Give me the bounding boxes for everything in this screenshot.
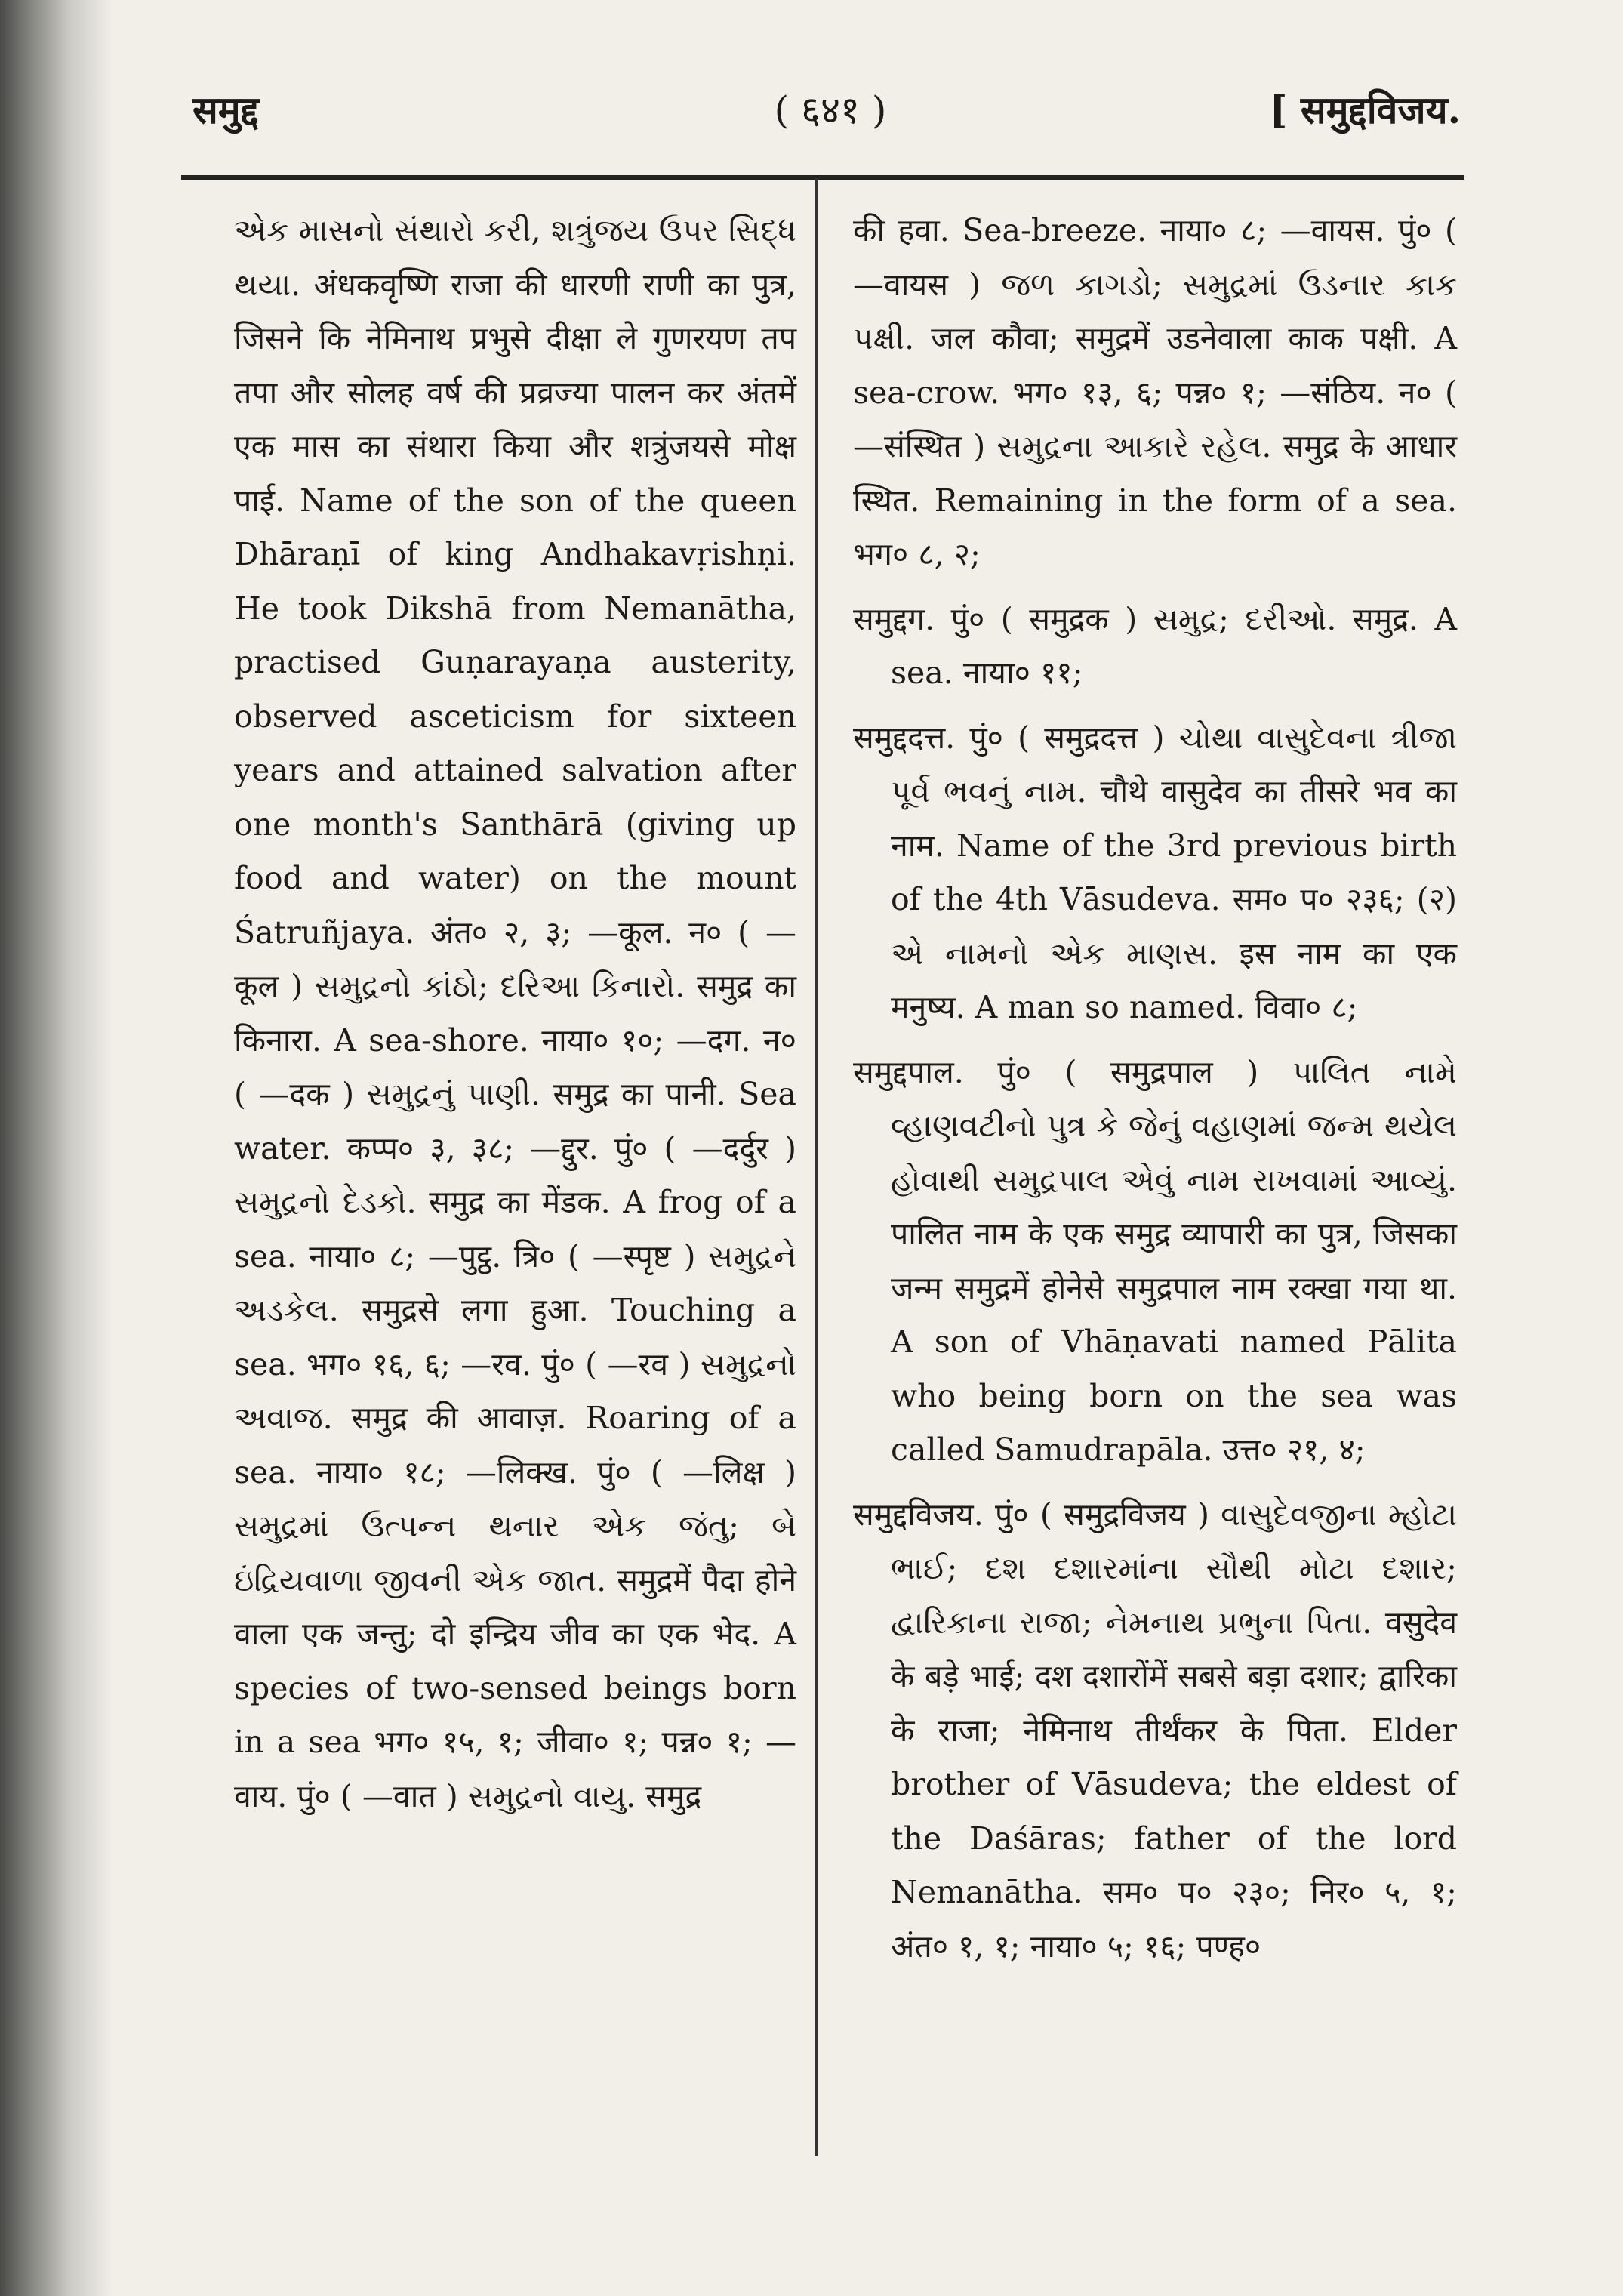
dictionary-entry: समुद्दविजय. पुं० ( समुद्रविजय ) વાસુદેવજીના મ્હોટા ભાઈ; દશ દશારમાંના સૌથી મોટા દશાર; દ્વારિકાના રાજા; નેમનાથ પ્રભુના પિતા. वसुदेव के बड़े भाई; दश दशारोंमें सबसे बड़ा दशार; द्वारिका के राजा; नेमिनाथ तीर्थंकर के पिता. Elder brother of Vāsudeva; the eldest of the Daśāras; father of the lord Nemanātha. सम० प० २३०; निर० ५, १; अंत० १, १; नाया० ५; १६; पण्ह० [853, 1496, 1457, 1965]
left-column [234, 204, 796, 1834]
book-spine-shadow [0, 0, 113, 2296]
header-rule [181, 175, 1464, 180]
header-right-headword: [ समुद्दविजय. [1269, 88, 1461, 132]
dictionary-entry: समुद्दग. पुं० ( समुद्रक ) સમુદ્ર; દરીઓ. समुद्र. A sea. नाया० ११; [853, 600, 1457, 691]
column-divider [815, 178, 818, 2156]
right-column [853, 204, 1457, 1984]
page-number: ( ६४१ ) [774, 88, 887, 132]
page-header [181, 76, 1464, 143]
dictionary-entry: समुद्ददत्त. पुं० ( समुद्रदत्त ) ચોથા વાસુદેવના ત્રીજા પૂર્વ ભવનું નામ. चौथे वासुदेव का तीसरे भव का नाम. Name of the 3rd previous birth of the 4th Vāsudeva. सम० प० २३६; (२) એ નામનો એક માણસ. इस नाम का एक मनुष्य. A man so named. विवा० ८; [853, 719, 1457, 1025]
dictionary-entry: की हवा. Sea-breeze. नाया० ८; —वायस. पुं० ( —वायस ) જળ કાગડો; સમુદ્રમાં ઉડનાર કાક પક્ષી. जल कौवा; समुद्रमें उडनेवाला काक पक्षी. A sea-crow. भग० १३, ६; पन्न० १; —संठिय. न० ( —संस्थित ) સમુદ્રના આકારે રહેલ. समुद्र के आधार स्थित. Remaining in the form of a sea. भग० ८, २; [853, 212, 1457, 572]
dictionary-entry: समुद्दपाल. पुं० ( समुद्रपाल ) પાલિત નામે વ્હાણવટીનો પુત્ર કે જેનું વહાણમાં જન્મ થયેલ હોવાથી સમુદ્રપાલ એવું નામ રાખવામાં આવ્યું. पालित नाम के एक समुद्र व्यापारी का पुत्र, जिसका जन्म समुद्रमें होनेसे समुद्रपाल नाम रक्खा गया था. A son of Vhāṇavati named Pālita who being born on the sea was called Samudrapāla. उत्त० २१, ४; [853, 1053, 1457, 1468]
header-left-headword: समुद्द [192, 88, 259, 132]
dictionary-entry: એક માસનો સંથારો કરી, શત્રુંજય ઉપર સિદ્ધ થયા. अंधकवृष्णि राजा की धारणी राणी का पुत्र, जिसने कि नेमिनाथ प्रभुसे दीक्षा ले गुणरयण तप तपा और सोलह वर्ष की प्रव्रज्या पालन कर अंतमें एक मास का संथारा किया और शत्रुंजयसे मोक्ष पाई. Name of the son of the queen Dhāraṇī of king Andhakavṛishṇi. He took Dikshā from Nemanātha, practised Guṇarayaṇa austerity, observed asceticism for sixteen years and attained salvation after one month's Santhārā (giving up food and water) on the mount Śatruñjaya. अंत० २, ३; —कूल. न० ( —कूल ) સમુદ્રનો કાંઠો; દરિઆ કિનારો. समुद्र का किनारा. A sea-shore. नाया० १०; —दग. न० ( —दक ) સમુદ્રનું પાણી. समुद्र का पानी. Sea water. कप्प० ३, ३८; —द्दुर. पुं० ( —दर्दुर ) સમુદ્રનો દેડકો. समुद्र का मेंडक. A frog of a sea. नाया० ८; —पुट्ठ. त्रि० ( —स्पृष्ट ) સમુદ્રને અડકેલ. समुद्रसे लगा हुआ. Touching a sea. भग० १६, ६; —रव. पुं० ( —रव ) સમુદ્રનો અવાજ. समुद्र की आवाज़. Roaring of a sea. नाया० १८; —लिक्ख. पुं० ( —लिक्ष ) સમુદ્રમાં ઉત્પન્ન થનાર એક જંતુ; બે ઇંદ્રિયવાળા જીવની એક જાત. समुद्रमें पैदा होने वाला एक जन्तु; दो इन्द्रिय जीव का एक भेद. A species of two-sensed beings born in a sea भग० १५, १; जीवा० १; पन्न० १; —वाय. पुं० ( —वात ) સમુદ્રનો વાયુ. समुद्र [234, 212, 796, 1814]
